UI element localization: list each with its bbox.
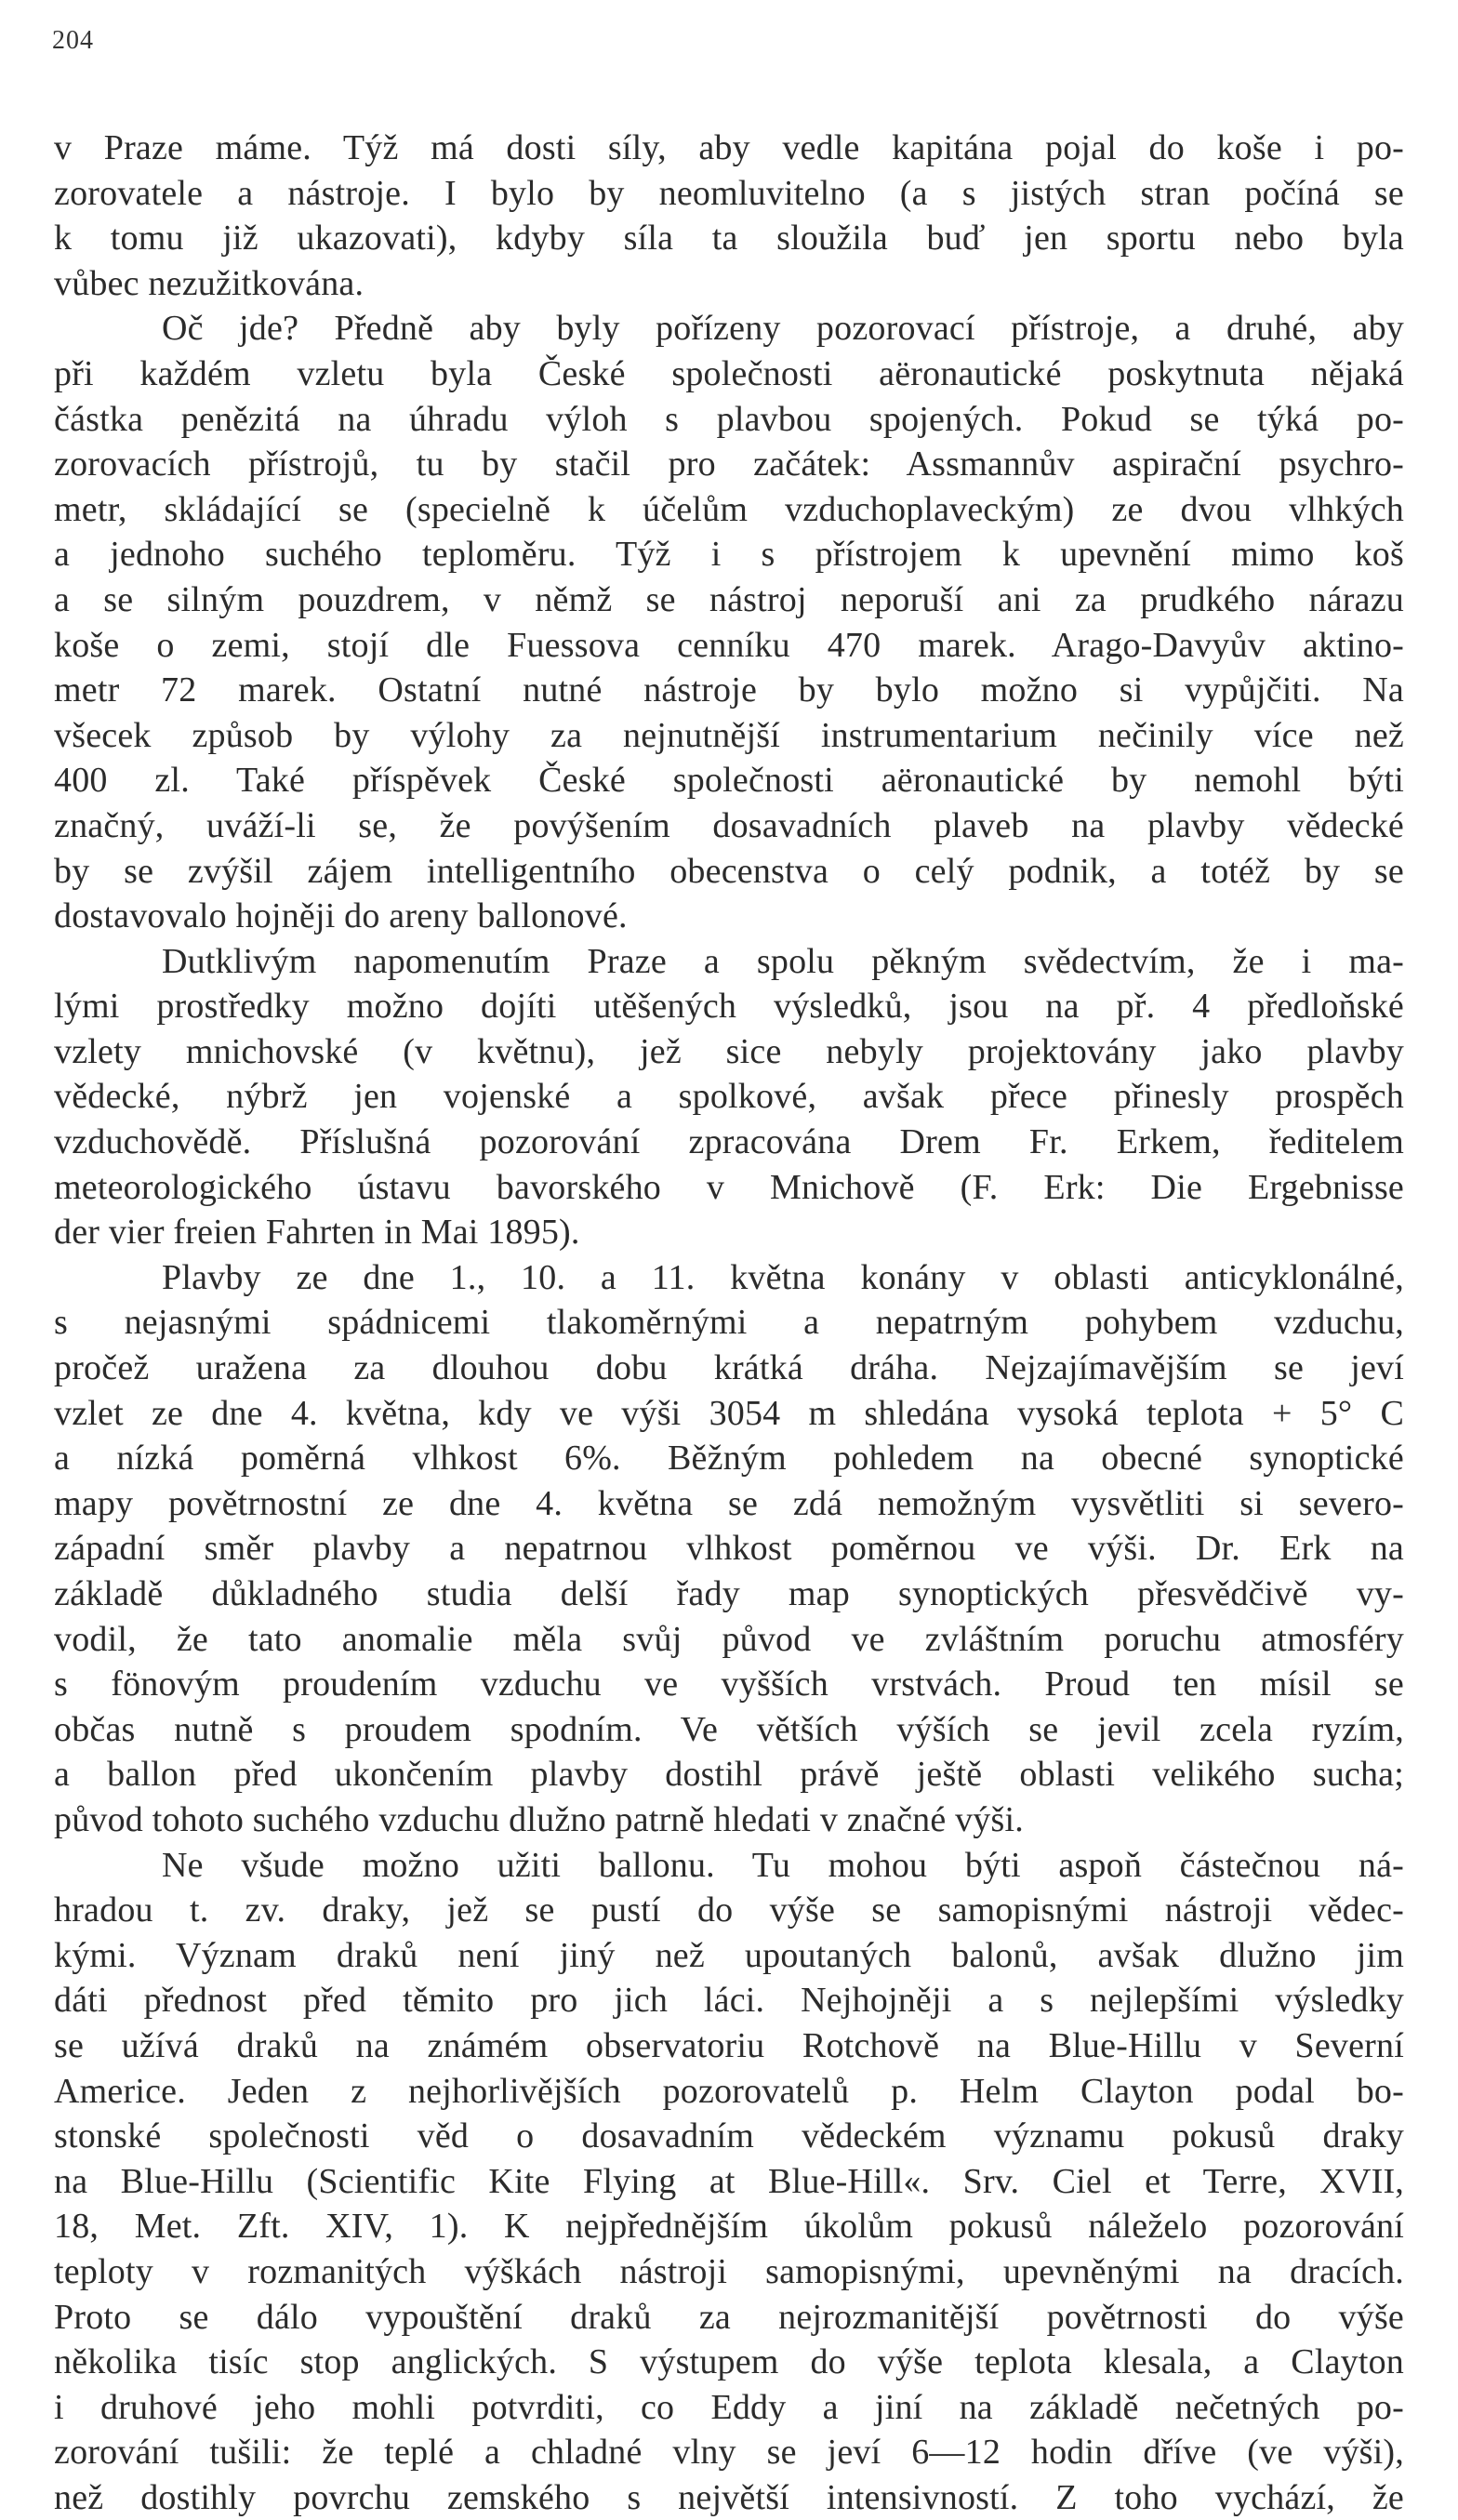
text-line: a ballon před ukončením plavby dostihl právě ještě oblasti velikého sucha; xyxy=(54,1755,1404,1795)
text-line: s fönovým proudením vzduchu ve vyšších vrstvách. Proud ten mísil se xyxy=(54,1665,1404,1704)
text-line: stonské společnosti věd o dosavadním vědeckém významu pokusů draky xyxy=(54,2116,1404,2156)
text-line: k tomu již ukazovati), kdyby síla ta sloužila buď jen sportu nebo byla xyxy=(54,219,1404,259)
text-line: než dostihly povrchu zemského s největší intensivností. Z toho vychází, že xyxy=(54,2477,1404,2517)
text-line: částka penězitá na úhradu výloh s plavbou spojených. Pokud se týká po- xyxy=(54,399,1404,439)
text-line: na Blue-Hillu (Scientific Kite Flying at Blue-Hill«. Srv. Ciel et Terre, XVII, xyxy=(54,2161,1404,2201)
text-line: meteorologického ústavu bavorského v Mnichově (F. Erk: Die Ergebnisse xyxy=(54,1167,1404,1207)
text-line: zorovatele a nástroje. I bylo by neomluvitelno (a s jistých stran počíná se xyxy=(54,173,1404,213)
text-line: pročež uražena za dlouhou dobu krátká dráha. Nejzajímavějším se jeví xyxy=(54,1348,1404,1388)
text-line: a nízká poměrná vlhkost 6%. Běžným pohledem na obecné synoptické xyxy=(54,1439,1404,1479)
text-line: všecek způsob by výlohy za nejnutnější instrumentarium nečinily více než xyxy=(54,715,1404,755)
text-line: kými. Význam draků není jiný než upoutaných balonů, avšak dlužno jim xyxy=(54,1935,1404,1975)
text-line: a se silným pouzdrem, v němž se nástroj neporuší ani za prudkého nárazu xyxy=(54,579,1404,619)
text-line: teploty v rozmanitých výškách nástroji samopisnými, upevněnými na dracích. xyxy=(54,2251,1404,2291)
text-line: a jednoho suchého teploměru. Týž i s přístrojem k upevnění mimo koš xyxy=(54,535,1404,575)
text-line: vzduchovědě. Příslušná pozorování zpracována Drem Fr. Erkem, ředitelem xyxy=(54,1122,1404,1162)
text-line: dostavovalo hojněji do areny ballonové. xyxy=(54,896,628,936)
text-line: základě důkladného studia delší řady map synoptických přesvědčivě vy- xyxy=(54,1574,1404,1613)
text-line: s nejasnými spádnicemi tlakoměrnými a nepatrným pohybem vzduchu, xyxy=(54,1303,1404,1343)
text-line: se užívá draků na známém observatoriu Rotchově na Blue-Hillu v Severní xyxy=(54,2025,1404,2065)
text-line: 18, Met. Zft. XIV, 1). K nejpřednějším úkolům pokusů náleželo pozorování xyxy=(54,2207,1404,2247)
text-line: 400 zl. Také příspěvek České společnosti aëronautické by nemohl býti xyxy=(54,761,1404,801)
text-line: původ tohoto suchého vzduchu dlužno patrně hledati v značné výši. xyxy=(54,1799,1024,1839)
text-line: i druhové jeho mohli potvrditi, co Eddy a jiní na základě nečetných po- xyxy=(54,2387,1404,2427)
text-line: hradou t. zv. draky, jež se pustí do výše se samopisnými nástroji vědec- xyxy=(54,1890,1404,1930)
text-line: metr 72 marek. Ostatní nutné nástroje by bylo možno si vypůjčiti. Na xyxy=(54,670,1404,710)
text-line: vzlet ze dne 4. května, kdy ve výši 3054 m shledána vysoká teplota + 5° C xyxy=(54,1393,1404,1433)
text-line: západní směr plavby a nepatrnou vlhkost poměrnou ve výši. Dr. Erk na xyxy=(54,1529,1404,1569)
text-line: metr, skládající se (specielně k účelům vzduchoplaveckým) ze dvou vlhkých xyxy=(54,489,1404,529)
text-line: Dutklivým napomenutím Praze a spolu pěkným svědectvím, že i ma- xyxy=(162,941,1404,981)
text-line: Proto se dálo vypouštění draků za nejrozmanitější povětrnosti do výše xyxy=(54,2297,1404,2337)
body-text xyxy=(54,126,1404,2520)
text-line: v Praze máme. Týž má dosti síly, aby vedle kapitána pojal do koše i po- xyxy=(54,128,1404,167)
text-line: vodil, že tato anomalie měla svůj původ ve zvláštním poruchu atmosféry xyxy=(54,1619,1404,1659)
text-line: mapy povětrnostní ze dne 4. května se zdá nemožným vysvětliti si severo- xyxy=(54,1483,1404,1523)
page-number: 204 xyxy=(52,26,94,55)
text-line: zorování tušili: že teplé a chladné vlny se jeví 6—12 hodin dříve (ve výši), xyxy=(54,2433,1404,2473)
text-line: vědecké, nýbrž jen vojenské a spolkové, avšak přece přinesly prospěch xyxy=(54,1077,1404,1117)
text-line: vzlety mnichovské (v květnu), jež sice nebyly projektovány jako plavby xyxy=(54,1031,1404,1071)
text-line: zorovacích přístrojů, tu by stačil pro začátek: Assmannův aspirační psychro- xyxy=(54,444,1404,484)
text-line: značný, uváží-li se, že povýšením dosavadních plaveb na plavby vědecké xyxy=(54,805,1404,845)
text-line: při každém vzletu byla České společnosti aëronautické poskytnuta nějaká xyxy=(54,353,1404,393)
text-line: koše o zemi, stojí dle Fuessova cenníku 470 marek. Arago-Davyův aktino- xyxy=(54,625,1404,665)
text-line: občas nutně s proudem spodním. Ve větších výších se jevil zcela ryzím, xyxy=(54,1709,1404,1749)
text-line: Plavby ze dne 1., 10. a 11. května konány v oblasti anticyklonálné, xyxy=(162,1257,1404,1297)
text-line: vůbec nezužitkována. xyxy=(54,263,364,303)
text-line: Oč jde? Předně aby byly pořízeny pozorovací přístroje, a druhé, aby xyxy=(162,309,1404,349)
text-line: lými prostředky možno dojíti utěšených výsledků, jsou na př. 4 předloňské xyxy=(54,987,1404,1027)
text-line: by se zvýšil zájem intelligentního obecenstva o celý podnik, a totéž by se xyxy=(54,851,1404,891)
text-line: der vier freien Fahrten in Mai 1895). xyxy=(54,1213,580,1253)
text-line: několika tisíc stop anglických. S výstupem do výše teplota klesala, a Clayton xyxy=(54,2342,1404,2382)
text-line: dáti přednost před těmito pro jich láci. Nejhojněji a s nejlepšími výsledky xyxy=(54,1981,1404,2021)
text-line: Ne všude možno užiti ballonu. Tu mohou býti aspoň částečnou ná- xyxy=(162,1845,1404,1885)
text-line: Americe. Jeden z nejhorlivějších pozorovatelů p. Helm Clayton podal bo- xyxy=(54,2071,1404,2111)
